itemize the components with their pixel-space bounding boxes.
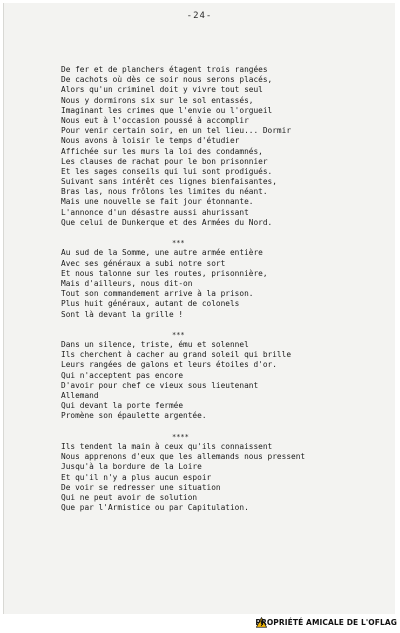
poem-line: Nous apprenons d'eux que les allemands nous pressent bbox=[61, 452, 306, 462]
poem-line: Imaginant les crimes que l'envie ou l'orgueil bbox=[61, 105, 273, 115]
ownership-label: PROPRIÉTÉ AMICALE DE L'OFLAG bbox=[255, 618, 397, 627]
poem-line: Dans un silence, triste, ému et solennel bbox=[61, 340, 249, 350]
poem-line: Et qu'il n'y a plus aucun espoir bbox=[61, 472, 212, 482]
poem-line: Affichée sur les murs la loi des condamnés, bbox=[61, 146, 263, 156]
poem-line: Ils cherchent à cacher au grand soleil qui brille bbox=[61, 350, 292, 360]
poem-line: Avec ses généraux a subi notre sort bbox=[61, 258, 226, 268]
poem-line: D'avoir pour chef ce vieux sous lieutenant bbox=[61, 380, 259, 390]
poem-line: Nous y dormirons six sur le sol entassés, bbox=[61, 95, 254, 105]
poem-line: De fer et de planchers étagent trois rangées bbox=[61, 65, 268, 74]
poem-line: Pour venir certain soir, en un tel lieu... Dormir bbox=[61, 126, 292, 136]
poem-line: Les clauses de rachat pour le bon prisonnier bbox=[61, 156, 268, 166]
typewritten-page bbox=[3, 3, 395, 614]
poem-line: Allemand bbox=[61, 391, 99, 400]
poem-line: L'annonce d'un désastre aussi ahurissant bbox=[61, 207, 249, 217]
poem-line: Mais d'ailleurs, nous dit-on bbox=[61, 278, 193, 288]
poem-text bbox=[61, 65, 391, 513]
stanza-gap bbox=[61, 320, 391, 330]
poem-line: Et les sages conseils qui lui sont prodigués. bbox=[61, 166, 273, 176]
stanza-divider: **** bbox=[172, 432, 189, 441]
poem-line: Nous avons à loisir le temps d'étudier bbox=[61, 136, 240, 146]
stanza-divider: *** bbox=[172, 330, 185, 339]
poem-line: Tout son commandement arrive à la prison. bbox=[61, 289, 254, 299]
poem-line: Suivant sans intérêt ces lignes bienfaisantes, bbox=[61, 177, 277, 187]
stanza-gap bbox=[61, 228, 391, 238]
ownership-footer bbox=[0, 614, 400, 633]
poem-line: Ils tendent la main à ceux qu'ils connaissent bbox=[61, 441, 273, 451]
poem-line: Sont là devant la grille ! bbox=[61, 309, 184, 319]
poem-line: Au sud de la Somme, une autre armée entière bbox=[61, 248, 263, 258]
page-number: -24- bbox=[186, 11, 213, 21]
poem-line: Qui devant la porte fermée bbox=[61, 401, 184, 411]
poem-line: Qui n'acceptent pas encore bbox=[61, 370, 184, 380]
poem-line: Bras las, nous frôlons les limites du néant. bbox=[61, 187, 268, 197]
poem-line: Promène son épaulette argentée. bbox=[61, 411, 207, 421]
poem-line: Alors qu'un criminel doit y vivre tout seul bbox=[61, 85, 263, 95]
poem-line: Que par l'Armistice ou par Capitulation. bbox=[61, 503, 249, 513]
poem-line: De voir se redresser une situation bbox=[61, 482, 221, 492]
poem-line: Leurs rangées de galons et leurs étoiles d'or. bbox=[61, 360, 277, 370]
poem-line: Plus huit généraux, autant de colonels bbox=[61, 299, 240, 309]
poem-line: Mais une nouvelle se fait jour étonnante. bbox=[61, 197, 254, 207]
stanza-divider: *** bbox=[172, 239, 185, 248]
poem-line: Nous eut à l'occasion poussé à accomplir bbox=[61, 115, 249, 125]
poem-line: Que celui de Dunkerque et des Armées du Nord. bbox=[61, 217, 273, 227]
poem-line: Et nous talonne sur les routes, prisonnière, bbox=[61, 268, 268, 278]
stanza-gap bbox=[61, 422, 391, 432]
poem-line: De cachots où dès ce soir nous serons placés, bbox=[61, 75, 273, 85]
poem-line: Jusqu'à la bordure de la Loire bbox=[61, 462, 202, 472]
poem-line: Qui ne peut avoir de solution bbox=[61, 492, 198, 502]
